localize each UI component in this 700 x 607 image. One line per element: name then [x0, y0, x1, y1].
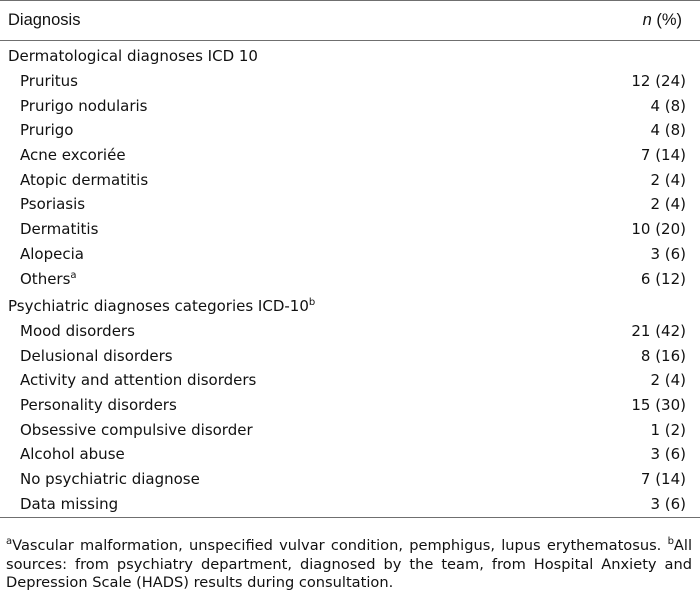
table-row [0, 319, 700, 344]
table-row [0, 143, 700, 168]
footnote-b-text: All sources: from psychiatry department, diagnosed by the team, from Hospital Anxiety and Depression Scale (HADS) results during consultation. [6, 537, 693, 591]
table-row [0, 93, 700, 118]
row-label-text: Alcohol abuse [20, 445, 125, 464]
row-value: 3 (6) [560, 491, 700, 518]
row-label-text: Alopecia [20, 244, 84, 263]
row-label [0, 167, 560, 192]
row-label-text: Atopic dermatitis [20, 170, 149, 189]
table-row [0, 491, 700, 518]
row-value: 15 (30) [631, 395, 686, 414]
row-label-text: No psychiatric diagnose [20, 470, 200, 489]
row-label [0, 217, 560, 242]
row-label [0, 319, 560, 344]
row-value: 7 (14) [640, 470, 686, 489]
row-label [0, 368, 560, 393]
section-title-footnote-marker: b [308, 297, 316, 309]
table-row [0, 118, 700, 143]
section-title [0, 41, 700, 69]
row-label [0, 491, 560, 518]
row-label-text: Prurigo [20, 121, 74, 140]
row-label-text: Mood disorders [20, 321, 135, 340]
row-label-text: Prurigo nodularis [20, 96, 148, 115]
row-value: 4 (8) [650, 96, 686, 115]
table-row [0, 217, 700, 242]
row-value: 2 (4) [650, 195, 686, 214]
table-row [0, 343, 700, 368]
row-label-text: Pruritus [20, 72, 78, 91]
row-value: 2 (4) [650, 371, 686, 390]
row-label [0, 192, 560, 217]
row-footnote-marker: a [70, 269, 77, 281]
row-label [0, 467, 560, 492]
row-label [0, 118, 560, 143]
row-value: 10 (20) [631, 220, 686, 239]
section-title [0, 291, 700, 319]
row-value: 7 (14) [640, 146, 686, 165]
header-n-suffix: (%) [651, 11, 682, 29]
table-row [0, 417, 700, 442]
section-title-text: Dermatological diagnoses ICD 10 [8, 47, 258, 66]
footnote-b-marker: b [667, 536, 674, 548]
row-value: 12 (24) [631, 72, 686, 91]
table-row [0, 192, 700, 217]
row-label [0, 69, 560, 94]
row-value: 4 (8) [650, 121, 686, 140]
section-header-row [0, 41, 700, 69]
table-row [0, 167, 700, 192]
section-header-row [0, 291, 700, 319]
row-label-text: Delusional disorders [20, 346, 173, 365]
row-value: 2 (4) [650, 170, 686, 189]
header-diagnosis: Diagnosis [0, 1, 560, 41]
table-row [0, 442, 700, 467]
table-footnote [6, 537, 692, 593]
table-row [0, 393, 700, 418]
footnote-a-text: Vascular malformation, unspecified vulvar condition, pemphigus, lupus erythematosus. [12, 537, 662, 554]
table-row [0, 242, 700, 267]
row-value: 6 (12) [640, 269, 686, 288]
row-label [0, 442, 560, 467]
table-row [0, 368, 700, 393]
row-label-text: Personality disorders [20, 395, 177, 414]
row-label [0, 393, 560, 418]
row-value: 1 (2) [650, 420, 686, 439]
row-label [0, 143, 560, 168]
header-n-percent [560, 1, 700, 41]
row-label-text: Dermatitis [20, 220, 99, 239]
section-title-text: Psychiatric diagnoses categories ICD-10 [8, 297, 309, 316]
row-label [0, 93, 560, 118]
row-label [0, 242, 560, 267]
row-label-text: Others [20, 269, 71, 288]
row-label [0, 343, 560, 368]
row-label [0, 266, 560, 291]
table-row [0, 467, 700, 492]
row-label-text: Psoriasis [20, 195, 86, 214]
table-row [0, 266, 700, 291]
table-body [0, 41, 700, 518]
row-label-text: Activity and attention disorders [20, 371, 257, 390]
row-value: 3 (6) [650, 445, 686, 464]
row-label-text: Obsessive compulsive disorder [20, 420, 253, 439]
row-value: 8 (16) [640, 346, 686, 365]
row-value: 21 (42) [631, 321, 686, 340]
header-n-italic: n [642, 11, 652, 29]
table-header-row [0, 1, 700, 41]
row-label-text: Acne excoriée [20, 146, 126, 165]
row-value: 3 (6) [650, 244, 686, 263]
row-label-text: Data missing [20, 495, 119, 514]
table-row [0, 69, 700, 94]
footnote-a-marker: a [6, 536, 13, 548]
row-label [0, 417, 560, 442]
